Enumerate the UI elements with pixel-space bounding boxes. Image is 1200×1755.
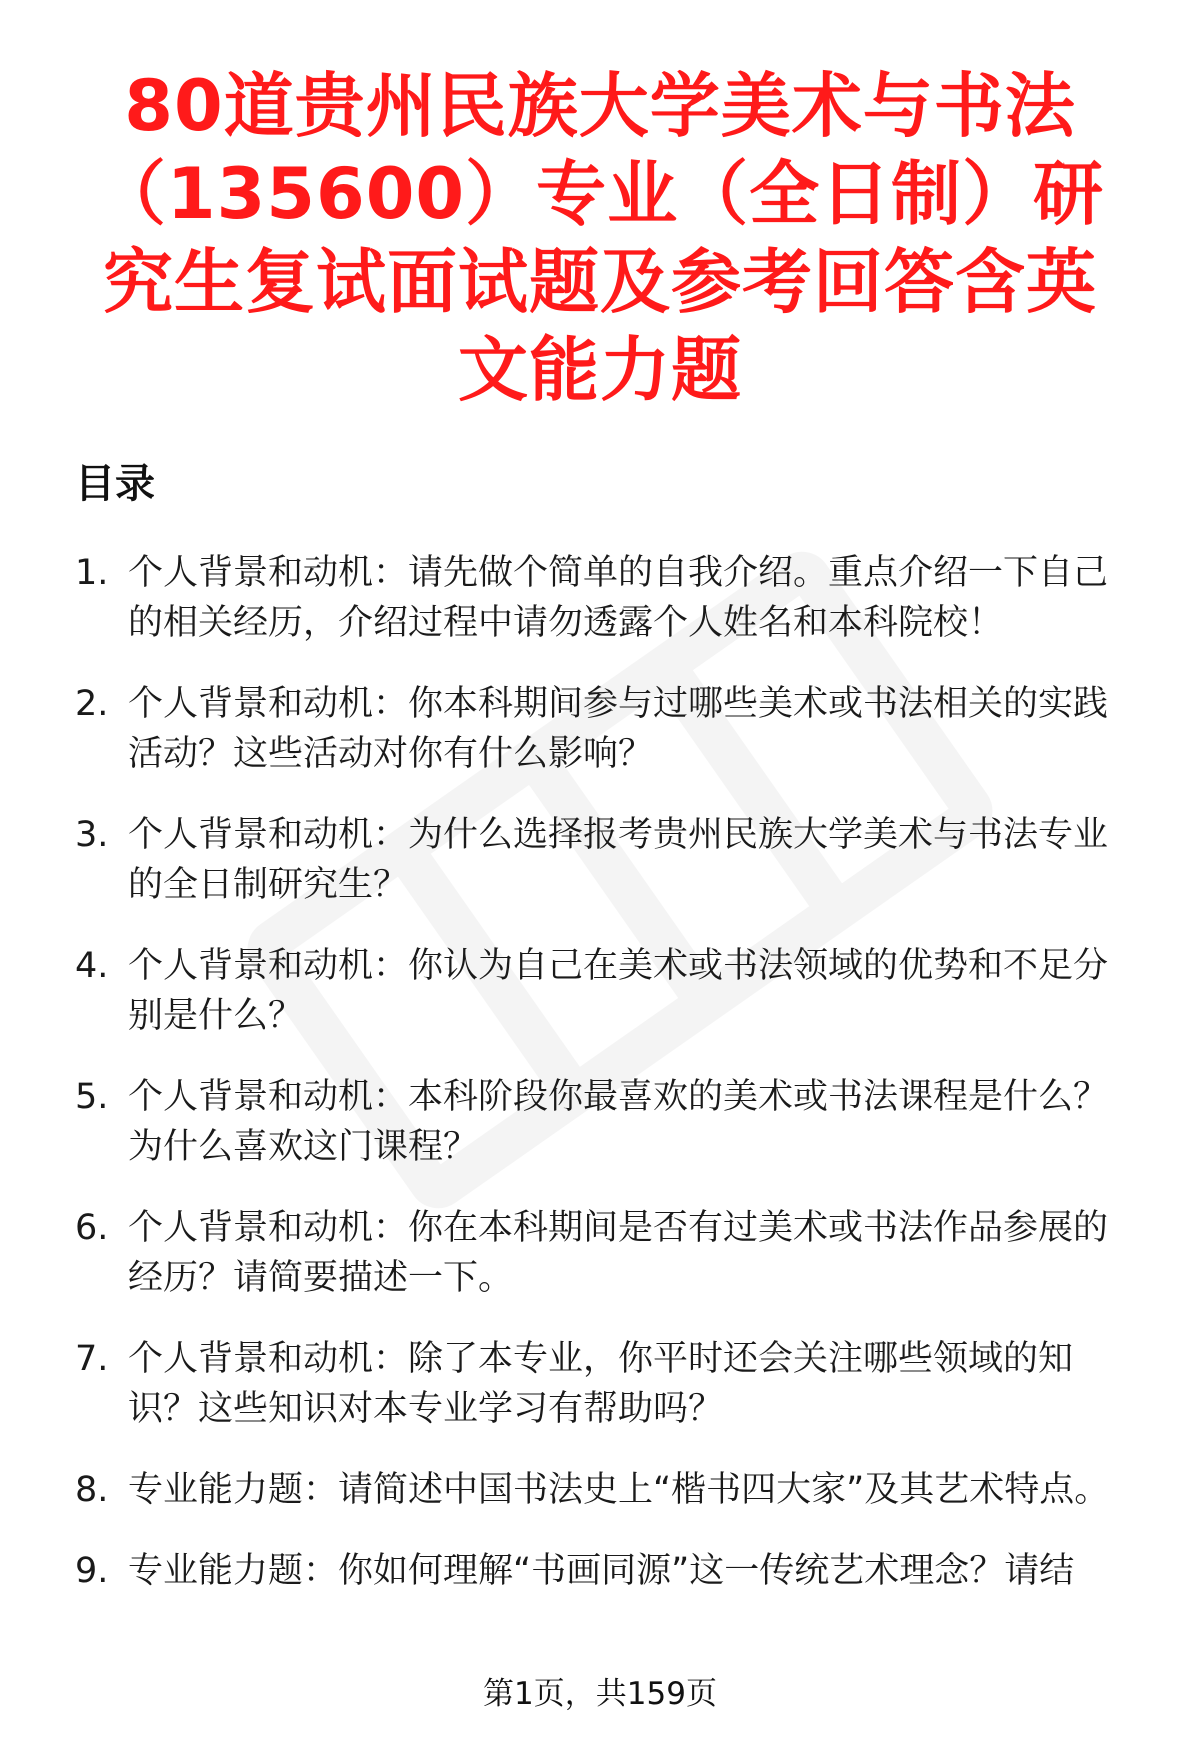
toc-item	[75, 941, 1135, 1041]
toc-item-number: 5.	[75, 1077, 109, 1117]
toc-item-number: 2.	[75, 684, 109, 724]
toc-item-number: 8.	[75, 1470, 109, 1510]
toc-item	[75, 1072, 1135, 1172]
toc-list	[75, 548, 1135, 1627]
toc-item-text: 个人背景和动机：除了本专业，你平时还会关注哪些领域的知识？这些知识对本专业学习有帮助吗？	[128, 1339, 1074, 1429]
toc-item-number: 6.	[75, 1208, 109, 1248]
toc-item-number: 7.	[75, 1339, 109, 1379]
toc-item-number: 4.	[75, 946, 109, 986]
toc-item	[75, 1465, 1135, 1515]
toc-item-number: 9.	[75, 1551, 109, 1591]
toc-item	[75, 1546, 1135, 1596]
toc-item-text: 个人背景和动机：你认为自己在美术或书法领域的优势和不足分别是什么？	[128, 946, 1109, 1036]
toc-item-text: 个人背景和动机：为什么选择报考贵州民族大学美术与书法专业的全日制研究生？	[128, 815, 1109, 905]
toc-item-text: 个人背景和动机：你在本科期间是否有过美术或书法作品参展的经历？请简要描述一下。	[128, 1208, 1109, 1298]
toc-item-text: 个人背景和动机：你本科期间参与过哪些美术或书法相关的实践活动？这些活动对你有什么影响？	[128, 684, 1109, 774]
toc-item-text: 专业能力题：请简述中国书法史上“楷书四大家”及其艺术特点。	[128, 1470, 1110, 1510]
toc-item-number: 1.	[75, 553, 109, 593]
toc-item-text: 个人背景和动机：本科阶段你最喜欢的美术或书法课程是什么？为什么喜欢这门课程？	[128, 1077, 1109, 1167]
toc-item	[75, 1203, 1135, 1303]
toc-item-text: 个人背景和动机：请先做个简单的自我介绍。重点介绍一下自己的相关经历，介绍过程中请勿透露个人姓名和本科院校！	[128, 553, 1109, 643]
toc-heading: 目录	[75, 461, 155, 507]
toc-item	[75, 679, 1135, 779]
toc-item	[75, 548, 1135, 648]
page-footer: 第1页，共159页	[483, 1676, 717, 1712]
document-title: 80道贵州民族大学美术与书法（135600）专业（全日制）研究生复试面试题及参考回答含英文能力题	[95, 65, 1105, 411]
toc-item-text: 专业能力题：你如何理解“书画同源”这一传统艺术理念？请结	[128, 1551, 1075, 1591]
toc-item	[75, 810, 1135, 910]
toc-item	[75, 1334, 1135, 1434]
toc-item-number: 3.	[75, 815, 109, 855]
